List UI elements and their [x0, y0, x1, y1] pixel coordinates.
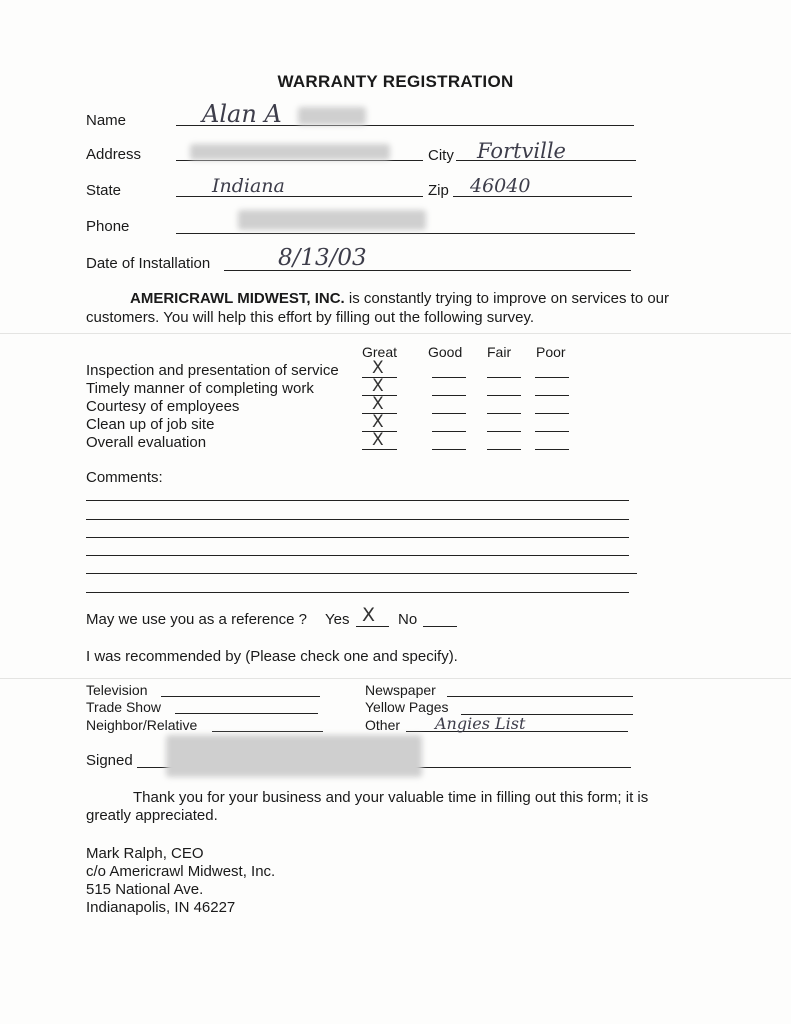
survey-row-label: Courtesy of employees: [86, 398, 240, 415]
rating-good-blank[interactable]: [432, 431, 466, 432]
rating-check-mark: X: [372, 376, 384, 396]
city-value: Fortville: [477, 139, 566, 163]
zip-value: 46040: [470, 175, 531, 197]
intro-line1: [130, 290, 669, 307]
reference-no-label: No: [398, 611, 418, 628]
rating-good-blank[interactable]: [432, 395, 466, 396]
rating-fair-blank[interactable]: [487, 449, 521, 450]
signed-label: Signed: [86, 752, 133, 769]
survey-row-label: Overall evaluation: [86, 434, 207, 451]
contact-name: Mark Ralph, CEO: [86, 845, 204, 862]
address-label: Address: [86, 146, 142, 163]
neighbor-field[interactable]: [212, 731, 323, 732]
survey-row-label: Timely manner of completing work: [86, 380, 314, 397]
rating-fair-blank[interactable]: [487, 395, 521, 396]
comment-line: [86, 500, 629, 501]
comment-line: [86, 592, 629, 593]
rating-poor-blank[interactable]: [535, 413, 569, 414]
column-header-good: Good: [428, 344, 463, 360]
trade-show-field[interactable]: [175, 713, 318, 714]
redaction-block: [298, 107, 366, 125]
phone-field[interactable]: [176, 233, 635, 234]
comments-label: Comments:: [86, 469, 163, 486]
rating-poor-blank[interactable]: [535, 377, 569, 378]
state-label: State: [86, 182, 122, 199]
company-name: AMERICRAWL MIDWEST, INC.: [130, 290, 345, 307]
reference-yes-blank[interactable]: [356, 626, 389, 627]
thanks-line2: greatly appreciated.: [86, 807, 218, 824]
phone-label: Phone: [86, 218, 130, 235]
city-label: City: [428, 147, 454, 164]
intro-text: is constantly trying to improve on services to our: [344, 290, 670, 307]
column-header-fair: Fair: [487, 344, 512, 360]
rating-check-mark: X: [372, 394, 384, 414]
form-title: WARRANTY REGISTRATION: [277, 72, 514, 91]
contact-street: 515 National Ave.: [86, 881, 204, 898]
rating-poor-blank[interactable]: [535, 395, 569, 396]
television-label: Television: [86, 682, 148, 698]
rating-good-blank[interactable]: [432, 449, 466, 450]
redaction-block: [190, 144, 390, 160]
paper-fold: [0, 678, 791, 679]
rating-check-mark: X: [372, 358, 384, 378]
rating-poor-blank[interactable]: [535, 431, 569, 432]
comment-line: [86, 537, 629, 538]
comment-line: [86, 555, 629, 556]
reference-yes-label: Yes: [325, 611, 350, 628]
rating-poor-blank[interactable]: [535, 449, 569, 450]
column-header-poor: Poor: [536, 344, 566, 360]
address-field[interactable]: [176, 160, 423, 161]
name-value: Alan A: [202, 100, 282, 128]
contact-company: c/o Americrawl Midwest, Inc.: [86, 863, 276, 880]
signature-redaction: [166, 735, 422, 777]
thanks-line1: Thank you for your business and your valuable time in filling out this form; it is: [133, 789, 649, 806]
comment-line: [86, 519, 629, 520]
television-field[interactable]: [161, 696, 320, 697]
rating-good-blank[interactable]: [432, 413, 466, 414]
yellow-pages-label: Yellow Pages: [365, 699, 449, 715]
survey-row-label: Inspection and presentation of service: [86, 362, 339, 379]
name-label: Name: [86, 112, 127, 129]
reference-yes-mark: X: [362, 604, 376, 626]
survey-row-label: Clean up of job site: [86, 416, 215, 433]
newspaper-label: Newspaper: [365, 682, 436, 698]
recommended-prompt: I was recommended by (Please check one and specify).: [86, 648, 458, 665]
rating-fair-blank[interactable]: [487, 413, 521, 414]
rating-good-blank[interactable]: [432, 377, 466, 378]
other-label: Other: [365, 717, 401, 733]
paper-fold: [0, 333, 791, 334]
rating-check-mark: X: [372, 430, 384, 450]
rating-check-mark: X: [372, 412, 384, 432]
rating-fair-blank[interactable]: [487, 377, 521, 378]
reference-question: May we use you as a reference ?: [86, 611, 307, 628]
intro-line2: customers. You will help this effort by filling out the following survey.: [86, 309, 535, 326]
rating-fair-blank[interactable]: [487, 431, 521, 432]
comment-line: [86, 573, 637, 574]
neighbor-label: Neighbor/Relative: [86, 717, 198, 733]
other-value: Angies List: [435, 714, 526, 733]
reference-no-blank[interactable]: [423, 626, 457, 627]
column-header-great: Great: [362, 344, 398, 360]
newspaper-field[interactable]: [447, 696, 633, 697]
state-value: Indiana: [212, 175, 285, 197]
contact-city: Indianapolis, IN 46227: [86, 899, 236, 916]
zip-label: Zip: [428, 182, 449, 199]
redaction-block: [238, 210, 426, 230]
date-value: 8/13/03: [278, 245, 367, 271]
date-label: Date of Installation: [86, 255, 211, 272]
trade-show-label: Trade Show: [86, 699, 161, 715]
